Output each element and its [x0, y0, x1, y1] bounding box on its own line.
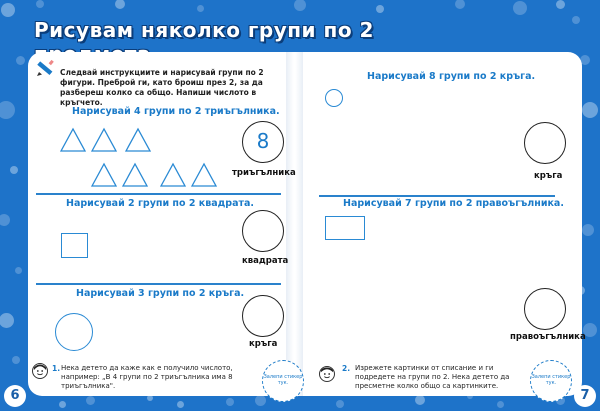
- page-number-left: 6: [4, 385, 26, 407]
- footnote-text: Нека детето да каже как е получило числото, например: „В 4 групи по 2 триъгълника има 8 триъгълника".: [61, 364, 233, 390]
- decor-bubble: [86, 396, 95, 405]
- answer-circle-squares[interactable]: [242, 210, 284, 252]
- section-heading-squares: Нарисувай 2 групи по 2 квадрата.: [66, 198, 255, 209]
- decor-bubble: [115, 0, 125, 9]
- triangle-shape: [123, 164, 147, 186]
- decor-bubble: [556, 0, 565, 9]
- sticker-slot[interactable]: [530, 360, 572, 402]
- decor-bubble: [0, 214, 10, 226]
- sticker-slot[interactable]: [262, 360, 304, 402]
- page-gutter: [286, 52, 303, 396]
- decor-bubble: [15, 267, 22, 274]
- section-divider: [36, 193, 281, 195]
- triangle-shape: [126, 129, 150, 151]
- decor-bubble: [336, 400, 344, 408]
- decor-bubble: [513, 1, 527, 15]
- sticker-text: Залепи стикер тук.: [263, 374, 303, 386]
- footnote-text: Изрежете картинки от списание и ги подредете на групи по 2. Нека детето да пресметне колко общо са картинките.: [355, 364, 510, 390]
- section-heading-rectangles: Нарисувай 7 групи по 2 правоъгълника.: [343, 198, 564, 209]
- decor-bubble: [455, 0, 465, 9]
- circle-shape: [325, 89, 343, 107]
- decor-bubble: [294, 0, 306, 11]
- page-title: Рисувам няколко групи по 2: [34, 18, 374, 42]
- decor-bubble: [177, 401, 184, 408]
- triangle-shapes: [58, 126, 223, 192]
- pencil-icon: [34, 58, 56, 80]
- instruction-text: Следвай инструкциите и нарисувай групи по 2 фигури. Преброй ги, като броиш през 2, за да разбереш колко са общо. Напиши числото в кръгчето.: [60, 68, 264, 107]
- square-shape: [61, 233, 88, 258]
- decor-bubble: [582, 102, 598, 118]
- decor-bubble: [572, 16, 580, 24]
- decor-bubble: [376, 5, 384, 13]
- boy-face-icon: [319, 366, 335, 382]
- decor-bubble: [16, 56, 25, 65]
- answer-circle-circles[interactable]: [242, 295, 284, 337]
- footnote-number: 1.: [52, 364, 61, 373]
- decor-bubble: [255, 395, 266, 406]
- answer-label-circles: кръга: [249, 339, 278, 349]
- page-number-right: 7: [574, 385, 596, 407]
- decor-bubble: [12, 356, 20, 364]
- triangle-shape: [92, 129, 116, 151]
- decor-bubble: [497, 401, 504, 408]
- decor-bubble: [226, 398, 234, 406]
- answer-label-rectangles: правоъгълника: [510, 332, 586, 342]
- section-heading-triangles: Нарисувай 4 групи по 2 триъгълника.: [72, 106, 280, 117]
- triangle-shape: [192, 164, 216, 186]
- decor-bubble: [10, 166, 18, 174]
- section-divider: [36, 283, 281, 285]
- answer-circle-triangles[interactable]: [242, 121, 284, 163]
- answer-label-triangles: триъгълника: [232, 168, 296, 178]
- sticker-text: Залепи стикер тук.: [531, 374, 571, 386]
- circle-shape: [55, 313, 93, 351]
- girl-face-icon: [32, 363, 48, 379]
- section-divider: [319, 195, 555, 197]
- decor-bubble: [59, 401, 66, 408]
- decor-bubble: [197, 5, 204, 12]
- decor-bubble: [415, 395, 425, 405]
- answer-circle-circles-8[interactable]: [524, 122, 566, 164]
- section-heading-circles: Нарисувай 3 групи по 2 кръга.: [76, 288, 245, 299]
- answer-label-squares: квадрата: [242, 256, 289, 266]
- footnote-number: 2.: [342, 364, 351, 373]
- answer-circle-rectangles[interactable]: [524, 288, 566, 330]
- answer-number: 8: [256, 129, 270, 153]
- section-heading-circles-8: Нарисувай 8 групи по 2 кръга.: [367, 71, 536, 82]
- triangle-shape: [92, 164, 116, 186]
- rectangle-shape: [325, 216, 365, 240]
- decor-bubble: [0, 101, 15, 119]
- triangle-shape: [161, 164, 185, 186]
- decor-bubble: [1, 3, 15, 17]
- triangle-shape: [61, 129, 85, 151]
- answer-label-circles-8: кръга: [534, 171, 563, 181]
- decor-bubble: [582, 224, 594, 236]
- decor-bubble: [0, 313, 14, 328]
- decor-bubble: [36, 0, 44, 8]
